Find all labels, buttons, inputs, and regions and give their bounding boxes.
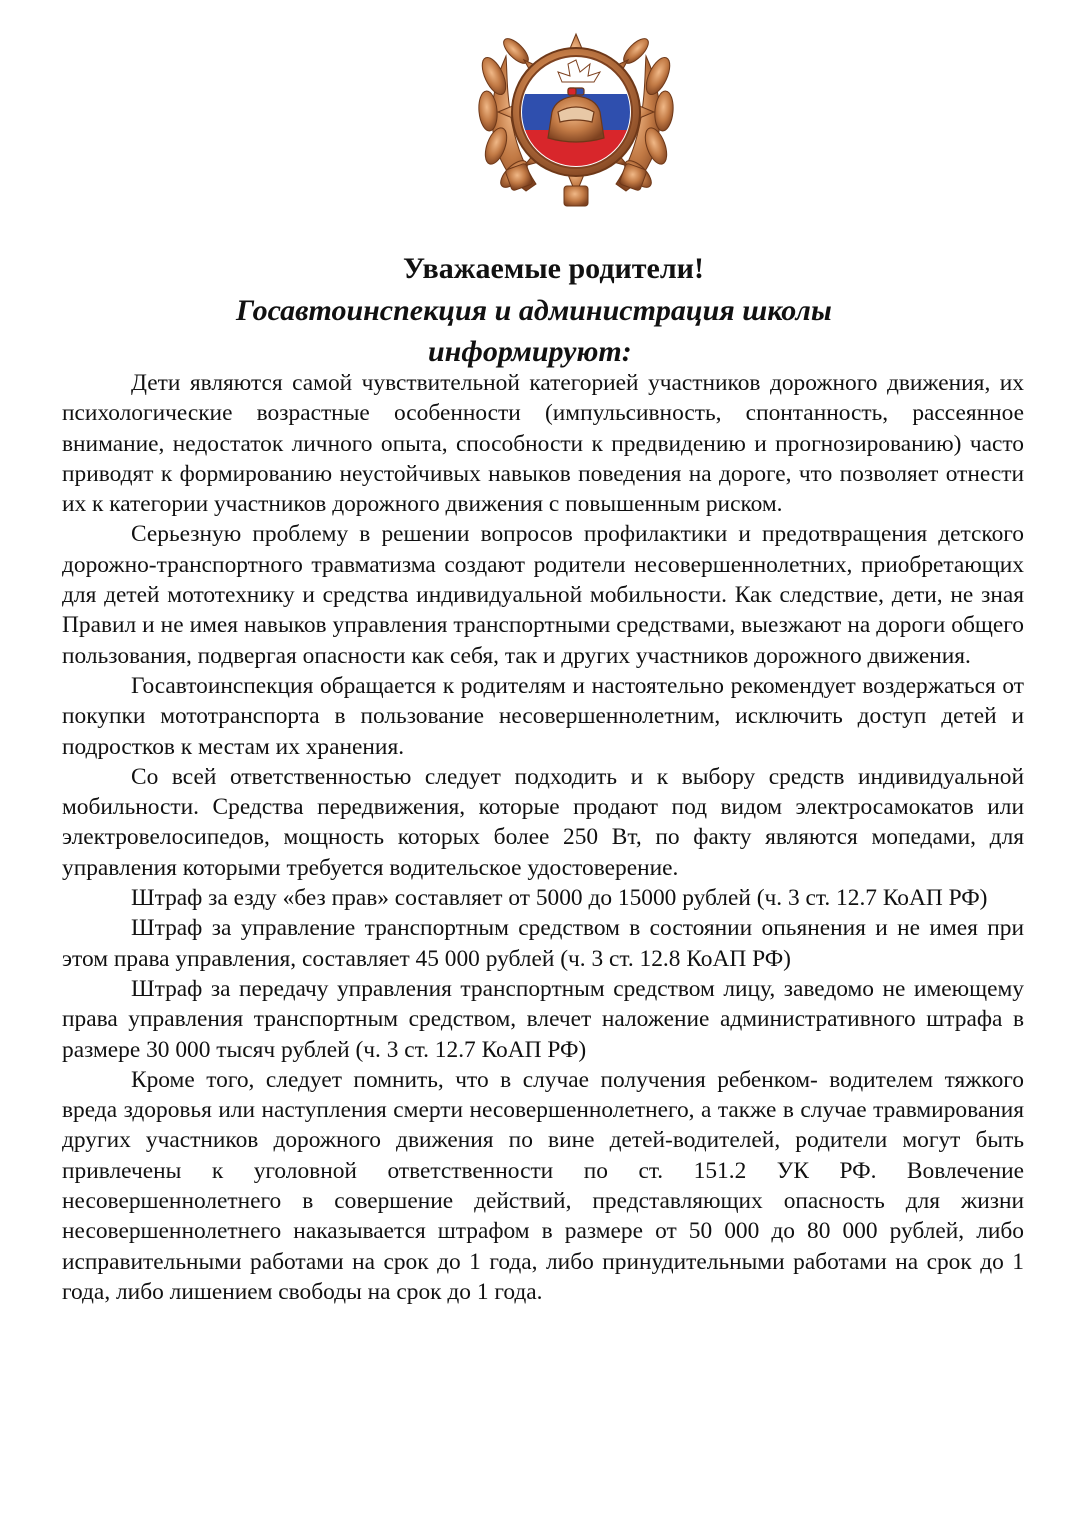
paragraph-criminal-liability: Кроме того, следует помнить, что в случае получения ребенком- водителем тяжкого вреда здоровья или наступления смерти несовершеннолетнего, а также в случае травмирования других участников дорожного движения по вине детей-водителей, родители могут быть привлечены к уголовной ответственности по ст. 151.2 УК РФ. Вовлечение несовершеннолетнего в совершение действий, представляющих опасность для жизни несовершеннолетнего наказывается штрафом в размере от 50 000 до 80 000 рублей, либо исправительными работами на срок до 1 года, либо принудительными работами на срок до 1 года, либо лишением свободы на срок до 1 года.	[62, 1066, 1024, 1305]
paragraph-recommendation: Госавтоинспекция обращается к родителям и настоятельно рекомендует воздержаться от покупки мототранспорта в пользование несовершеннолетним, исключить доступ детей и подростков к местам их хранения.	[62, 672, 1024, 760]
document-body	[62, 368, 1024, 1307]
subtitle-line-2: информируют:	[428, 335, 632, 368]
paragraph-parents-problem: Серьезную проблему в решении вопросов профилактики и предотвращения детского дорожно-транспортного травматизма создают родители несовершеннолетних, приобретающих для детей мототехнику и средства индивидуальной мобильности. Как следствие, дети, не зная Правил и не имея навыков управления транспортными средствами, выезжают на дороги общего пользования, подвергая опасности как себя, так и других участников дорожного движения.	[62, 521, 1024, 669]
gibdd-emblem-icon	[466, 16, 686, 216]
page-title: Уважаемые родители!	[403, 252, 704, 285]
paragraph-fine-no-license: Штраф за езду «без прав» составляет от 5000 до 15000 рублей (ч. 3 ст. 12.7 КоАП РФ)	[131, 885, 988, 912]
paragraph-mobility-devices: Со всей ответственностью следует подходить и к выбору средств индивидуальной мобильности. Средства передвижения, которые продают под видом электросамокатов или электровелосипедов, мощность которых более 250 Вт, по факту являются мопедами, для управления которыми требуется водительское удостоверение.	[62, 763, 1024, 881]
subtitle-line-1: Госавтоинспекция и администрация школы	[236, 294, 832, 327]
paragraph-fine-transfer-control: Штраф за передачу управления транспортным средством лицу, заведомо не имеющему права управления транспортным средством, влечет наложение административного штрафа в размере 30 000 тысяч рублей (ч. 3 ст. 12.7 КоАП РФ)	[62, 975, 1024, 1063]
paragraph-children-risk: Дети являются самой чувствительной категорией участников дорожного движения, их психологические возрастные особенности (импульсивность, спонтанность, рассеянное внимание, недостаток личного опыта, способности к предвидению и прогнозированию) часто приводят к формированию неустойчивых навыков поведения на дороге, что позволяет отнести их к категории участников дорожного движения с повышенным риском.	[62, 370, 1024, 518]
paragraph-fine-intoxicated: Штраф за управление транспортным средством в состоянии опьянения и не имея при этом права управления, составляет 45 000 рублей (ч. 3 ст. 12.8 КоАП РФ)	[62, 915, 1024, 972]
